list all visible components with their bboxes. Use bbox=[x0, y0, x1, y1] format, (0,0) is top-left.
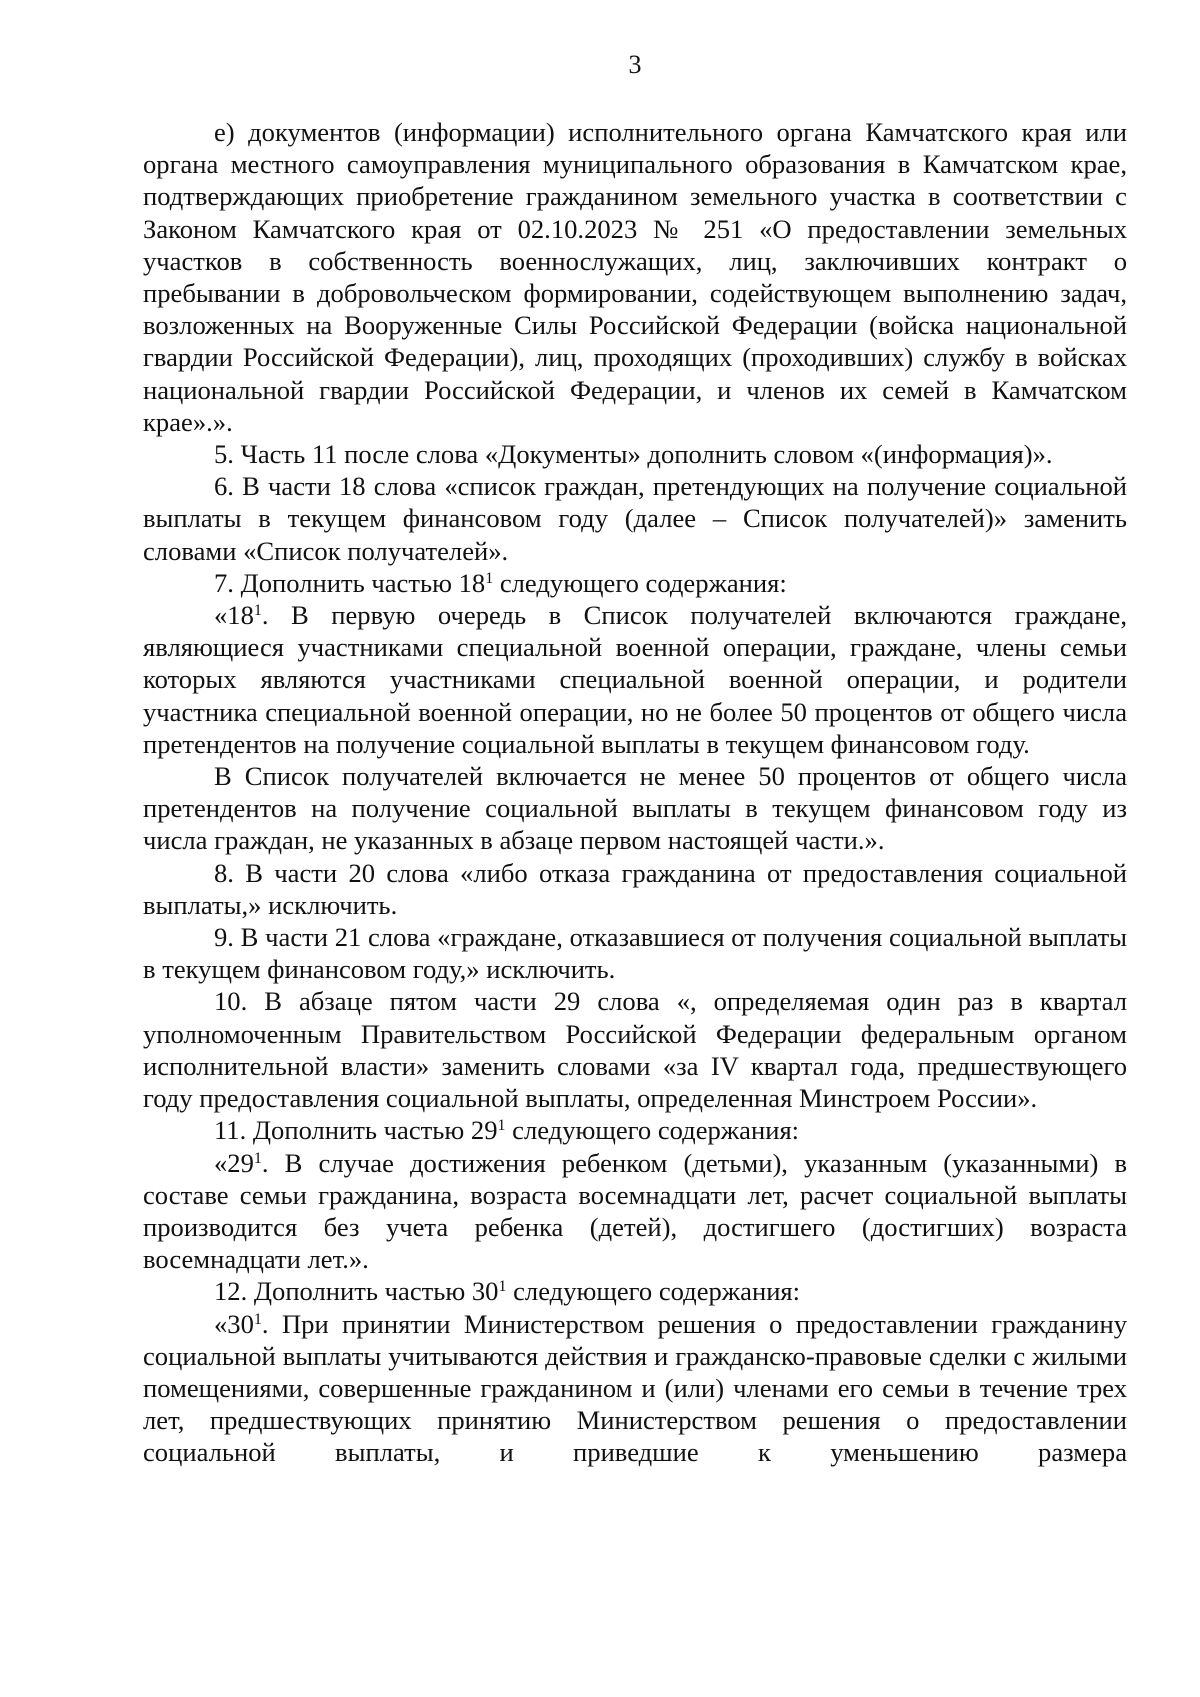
paragraph-8: 8. В части 20 слова «либо отказа гражданина от предоставления социальной выплаты,» исключить. bbox=[143, 857, 1127, 920]
page-number: 3 bbox=[628, 50, 642, 79]
paragraph-9: 9. В части 21 слова «граждане, отказавшиеся от получения социальной выплаты в текущем финансовом году,» исключить. bbox=[143, 922, 1127, 985]
document-page bbox=[143, 0, 1127, 1697]
paragraph-6: 6. В части 18 слова «список граждан, претендующих на получение социальной выплаты в текущем финансовом году (далее – Список получателей)» заменить словами «Список получателей». bbox=[143, 471, 1127, 566]
paragraph-18-1-second: В Список получателей включается не менее 50 процентов от общего числа претендентов на получение социальной выплаты в текущем финансовом году из числа граждан, не указанных в абзаце первом настоящей части.». bbox=[143, 761, 1127, 856]
paragraph-12: 12. Дополнить частью $30^1$ следующего содержания: bbox=[214, 1276, 801, 1307]
paragraph-29-1: «$29^1$. В случае достижения ребенком (детьми), указанным (указанными) в составе семьи гражданина, возраста восемнадцати лет, расчет социальной выплаты производится без учета ребенка (детей), достигшего (достигших) возраста восемнадцати лет.». bbox=[143, 1147, 1127, 1275]
paragraph-30-1: «$30^1$. При принятии Министерством решения о предоставлении гражданину социальной выплаты учитываются действия и гражданско-правовые сделки с жилыми помещениями, совершенные гражданином и (или) членами его семьи в течение трех лет, предшествующих принятию Министерством решения о предоставлении социальной выплаты, и приведшие к уменьшению размера bbox=[143, 1308, 1127, 1468]
document-body bbox=[143, 116, 1127, 1469]
paragraph-5: 5. Часть 11 после слова «Документы» дополнить словом «(информация)». bbox=[214, 439, 1053, 470]
paragraph-18-1: «$18^1$. В первую очередь в Список получателей включаются граждане, являющиеся участниками специальной военной операции, граждане, члены семьи которых являются участниками специальной военной операции, и родители участника специальной военной операции, но не более 50 процентов от общего числа претендентов на получение социальной выплаты в текущем финансовом году. bbox=[143, 600, 1127, 759]
paragraph-10: 10. В абзаце пятом части 29 слова «, определяемая один раз в квартал уполномоченным Правительством Российской Федерации федеральным органом исполнительной власти» заменить словами «за IV квартал года, предшествующего году предоставления социальной выплаты, определенная Минстроем России». bbox=[143, 986, 1127, 1114]
paragraph-e-documents: е) документов (информации) исполнительного органа Камчатского края или органа местного самоуправления муниципального образования в Камчатском крае, подтверждающих приобретение гражданином земельного участка в соответствии с Законом Камчатского края от 02.10.2023 № 251 «О предоставлении земельных участков в собственность военнослужащих, лиц, заключивших контракт о пребывании в добровольческом формировании, содействующем выполнению задач, возложенных на Вооруженные Силы Российской Федерации (войска национальной гвардии Российской Федерации), лиц, проходящих (проходивших) службу в войсках национальной гвардии Российской Федерации, и членов их семей в Камчатском крае».». bbox=[143, 117, 1127, 437]
paragraph-7: 7. Дополнить частью $18^1$ следующего содержания: bbox=[214, 567, 787, 598]
paragraph-11: 11. Дополнить частью $29^1$ следующего содержания: bbox=[214, 1115, 800, 1146]
